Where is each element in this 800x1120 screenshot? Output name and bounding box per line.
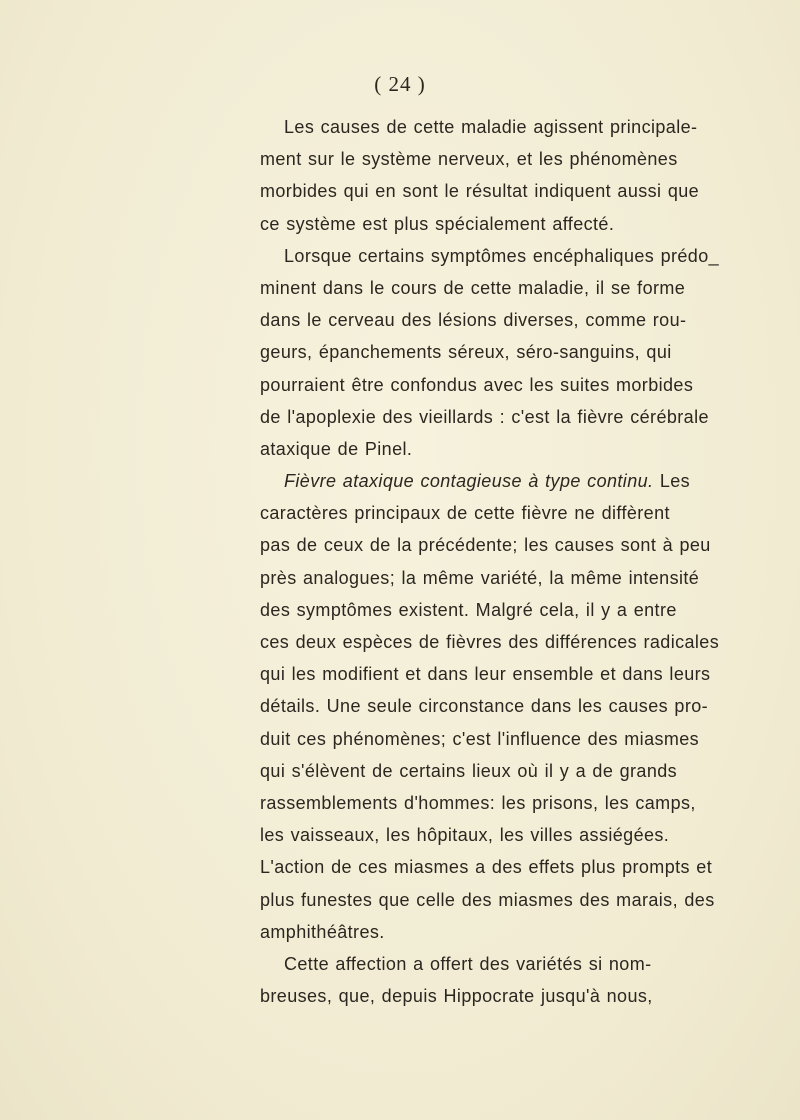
text-line: qui s'élèvent de certains lieux où il y a de grands	[260, 760, 678, 781]
text-line: ment sur le système nerveux, et les phénomènes	[260, 149, 678, 170]
text-line: plus funestes que celle des miasmes des marais, des	[260, 889, 715, 910]
text-line: qui les modifient et dans leur ensemble et dans leurs	[260, 664, 711, 685]
text-line: Cette affection a offert des variétés si nom-	[284, 953, 652, 974]
text-line: pourraient être confondus avec les suites morbides	[260, 374, 694, 395]
text-line: rassemblements d'hommes: les prisons, les camps,	[260, 792, 696, 813]
text-line: pas de ceux de la précédente; les causes sont à peu	[260, 535, 711, 556]
text-line: morbides qui en sont le résultat indiquent aussi que	[260, 181, 700, 202]
text-line: breuses, que, depuis Hippocrate jusqu'à nous,	[260, 986, 653, 1007]
section-heading-line	[260, 465, 691, 497]
heading-line-rest: Les	[659, 471, 691, 492]
text-line: L'action de ces miasmes a des effets plus prompts et	[260, 857, 713, 878]
text-line: détails. Une seule circonstance dans les causes pro-	[260, 696, 709, 717]
section-heading: Fièvre ataxique contagieuse à type continu.	[284, 471, 654, 492]
text-line: amphithéâtres.	[260, 921, 385, 942]
text-line: Les causes de cette maladie agissent principale-	[284, 117, 698, 137]
text-line: caractères principaux de cette fièvre ne diffèrent	[260, 503, 670, 524]
text-line: duit ces phénomènes; c'est l'influence des miasmes	[260, 728, 700, 749]
text-line: Lorsque certains symptômes encéphaliques prédo_	[284, 245, 720, 266]
text-line: geurs, épanchements séreux, séro-sanguins, qui	[260, 342, 672, 363]
page-number: ( 24 )	[374, 72, 426, 96]
text-line: dans le cerveau des lésions diverses, comme rou-	[260, 310, 687, 331]
text-line: les vaisseaux, les hôpitaux, les villes assiégées.	[260, 825, 670, 846]
text-line: ce système est plus spécialement affecté.	[260, 213, 615, 234]
text-line: près analogues; la même variété, la même intensité	[260, 567, 700, 588]
text-line: ces deux espèces de fièvres des différences radicales	[260, 632, 720, 652]
body-text	[260, 111, 720, 1012]
text-line: des symptômes existent. Malgré cela, il y a entre	[260, 599, 677, 620]
text-line: de l'apoplexie des vieillards : c'est la fièvre cérébrale	[260, 406, 709, 427]
text-line: minent dans le cours de cette maladie, il se forme	[260, 277, 686, 298]
text-line: ataxique de Pinel.	[260, 438, 413, 459]
